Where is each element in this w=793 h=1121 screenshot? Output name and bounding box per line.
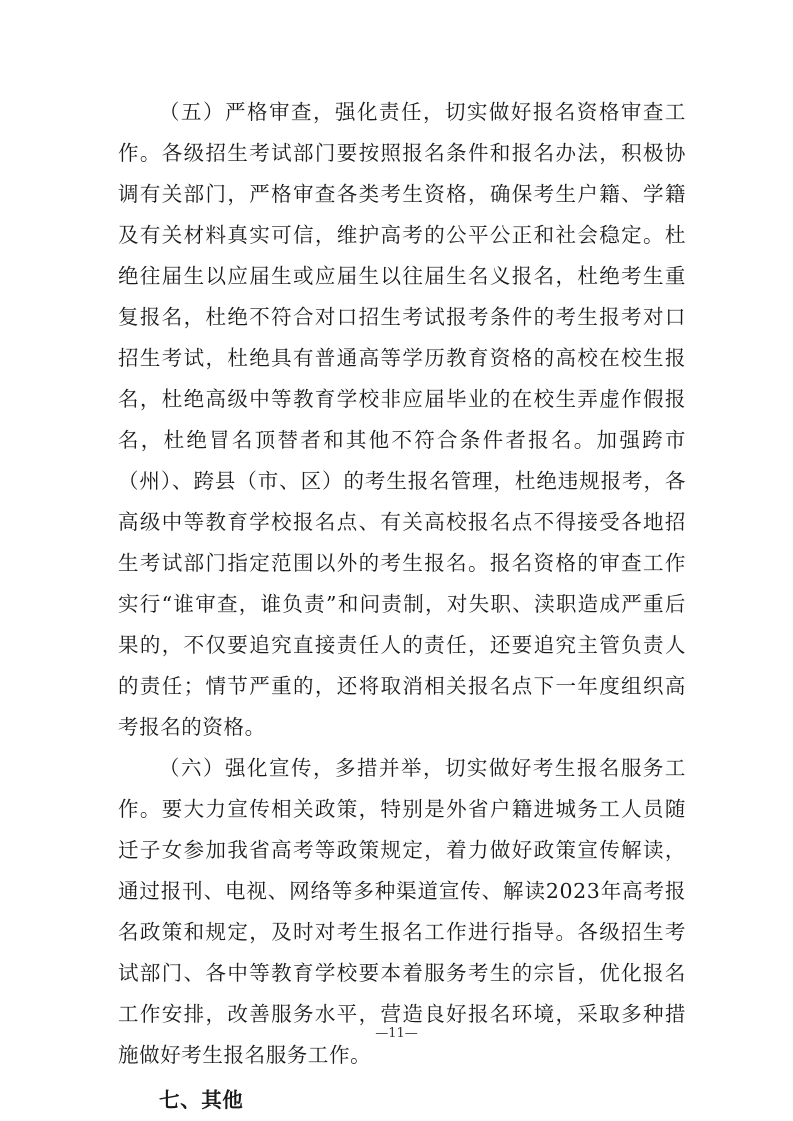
- document-body: [118, 92, 686, 1121]
- page-number: —11—: [375, 1026, 418, 1041]
- section-heading-other: 七、其他: [159, 1088, 244, 1112]
- paragraph-publicity-service: （六）强化宣传，多措并举，切实做好考生报名服务工作。要大力宣传相关政策，特别是外省户籍进城务工人员随迁子女参加我省高考等政策规定，着力做好政策宣传解读，通过报刊、电视、网络等多种渠道宣传、解读2023年高考报名政策和规定，及时对考生报名工作进行指导。各级招生考试部门、各中等教育学校要本着服务考生的宗旨，优化报名工作安排，改善服务水平，营造良好报名环境，采取多种措施做好考生报名服务工作。: [118, 756, 686, 1067]
- paragraph-review-qualification: （五）严格审查，强化责任，切实做好报名资格审查工作。各级招生考试部门要按照报名条件和报名办法，积极协调有关部门，严格审查各类考生资格，确保考生户籍、学籍及有关材料真实可信，维护高考的公平公正和社会稳定。杜绝往届生以应届生或应届生以往届生名义报名，杜绝考生重复报名，杜绝不符合对口招生考试报考条件的考生报考对口招生考试，杜绝具有普通高等学历教育资格的高校在校生报名，杜绝高级中等教育学校非应届毕业的在校生弄虚作假报名，杜绝冒名顶替者和其他不符合条件者报名。加强跨市（州）、跨县（市、区）的考生报名管理，杜绝违规报考，各高级中等教育学校报名点、有关高校报名点不得接受各地招生考试部门指定范围以外的考生报名。报名资格的审查工作实行“谁审查，谁负责”和问责制，对失职、渎职造成严重后果的，不仅要追究直接责任人的责任，还要追究主管负责人的责任；情节严重的，还将取消相关报名点下一年度组织高考报名的资格。: [118, 100, 686, 739]
